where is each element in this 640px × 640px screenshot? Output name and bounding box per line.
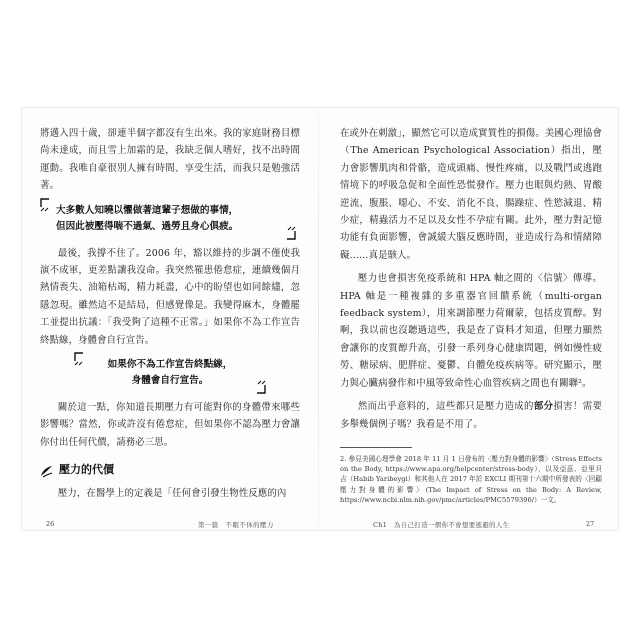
right-paragraph-3-start: 然而出乎意料的，這些都只是壓力造成的 [357,401,534,413]
right-paragraph-2: 壓力也會損害免疫系統和 HPA 軸之間的〈信號〉傳導。HPA 軸是一種複雜的多重器官回饋系統（multi-organ feedback system），用來調節壓力荷爾蒙，包括皮質醇。對啊，我以前也沒聽過這些，我是查了資料才知道，但壓力顯然會讓你的皮質醇升高，引發一系列身心健康問題，例如慢性疲勞、糖尿病、肥胖症、憂鬱、自體免疫疾病等。研究顯示，壓力與心臟病發作和中風等致命性心血管疾病之間也有關聯²。 [340,273,602,389]
pull-quote-1 [40,201,300,237]
right-paragraph-1: 在或外在刺激」，顯然它可以造成實質性的損傷。美國心理協會（The American Psychological Association）指出，壓力會影響肌肉和骨骼，造成頭痛、慢性疼痛，以及戰鬥或逃跑情境下的呼吸急促和全面性恐慌發作。壓力也眼與灼熱、胃酸逆流、腹脹、噁心、不安、消化不良、腸躁症、性慾減退、精少症，精蟲活力不足以及女性不孕症有關。此外，壓力對記憶功能有負面影響，會誠緩大腦反應時間，並造成行為和情緒障礙……真是駭人。 [340,128,603,261]
running-head-right: Ch1 為自己打造一個你不會想要逃避的人生 [373,521,510,529]
corner-bracket-icon [40,198,54,212]
right-paragraph-3-end: 損害！需要多舉幾個例子嗎？我看是不用了。 [340,401,602,430]
section-heading [40,461,300,477]
pull-quote-1-line-2: 但因此被壓得喘不過氣、過勞且身心俱疲。 [56,220,239,232]
left-page [40,125,300,509]
left-paragraph-1: 將邁入四十歲，卻連半個字都沒有生出來。我的家庭財務目標尚未達成，而且雪上加霜的是，我缺乏個人嗜好，找不出時間運動。我唯自豪很別人擁有時間、享受生活，而我只是勉強活著。 [40,128,300,192]
corner-bracket-icon [252,380,266,394]
book-gutter [318,108,319,530]
footnote-divider [340,447,412,448]
left-paragraph-4: 壓力，在醫學上的定義是「任何會引發生物性反應的內 [57,488,287,500]
page-number-right: 27 [586,520,595,528]
right-page [340,125,602,505]
emphasis-text: 部分 [533,401,554,413]
pull-quote-2 [40,355,300,391]
pull-quote-1-line-1: 大多數人知曉以懼做著這輩子想做的事情， [56,204,239,216]
swoosh-icon [40,463,53,476]
pull-quote-2-line-1: 如果你不為工作宣告終點線， [107,359,233,371]
left-paragraph-2: 最後，我撐不住了。2006 年，豁以維持的步調不僅使我演不成軍，更差點讓我沒命。我突然罹患倦怠症，連續幾個月熱情喪失、油箱枯竭，精力耗盡，心中的盼望也如同餘燼，忽隱忽現。雖然這不是結局，但感覺像是。我變得麻木，身體罷工並提出抗議：「我受夠了這種不正常。」如果你不為工作宣告終點線，身體會自行宣告。 [40,247,300,346]
footnote: 2. 參見美國心理學會 2018 年 11 月 1 日發布的〈壓力對身體的影響〉（Stress Effects on the Body, https://www.apa.org/helpcenter/stress-body），以及亞茲、亞里貝吉（Habib Yaribeygi）和其他人在 2017 年於 EXCLI 期刊第十六期中所發表的〈回顧壓力對身體的影響〉(The Impact of Stress on the Body: A Review, https://www.ncbi.nlm.nih.gov/pmc/articles/PMC5579396/）一文。 [340,454,602,504]
right-paragraph-3 [340,398,602,433]
page-number-left: 26 [46,520,55,528]
corner-bracket-icon [282,226,296,240]
running-head-left: 第一篇 不眠不休的壓力 [198,521,274,529]
corner-bracket-icon [74,352,88,366]
pull-quote-2-line-2: 身體會自行宣告。 [131,375,209,387]
left-paragraph-3: 關於這一點，你知道長期壓力有可能對你的身體帶來哪些影響嗎？當然，你或許沒有倦怠症，但如果你不認為壓力會讓你付出任何代價，請務必三思。 [40,402,300,448]
section-heading-text: 壓力的代價 [59,463,114,477]
